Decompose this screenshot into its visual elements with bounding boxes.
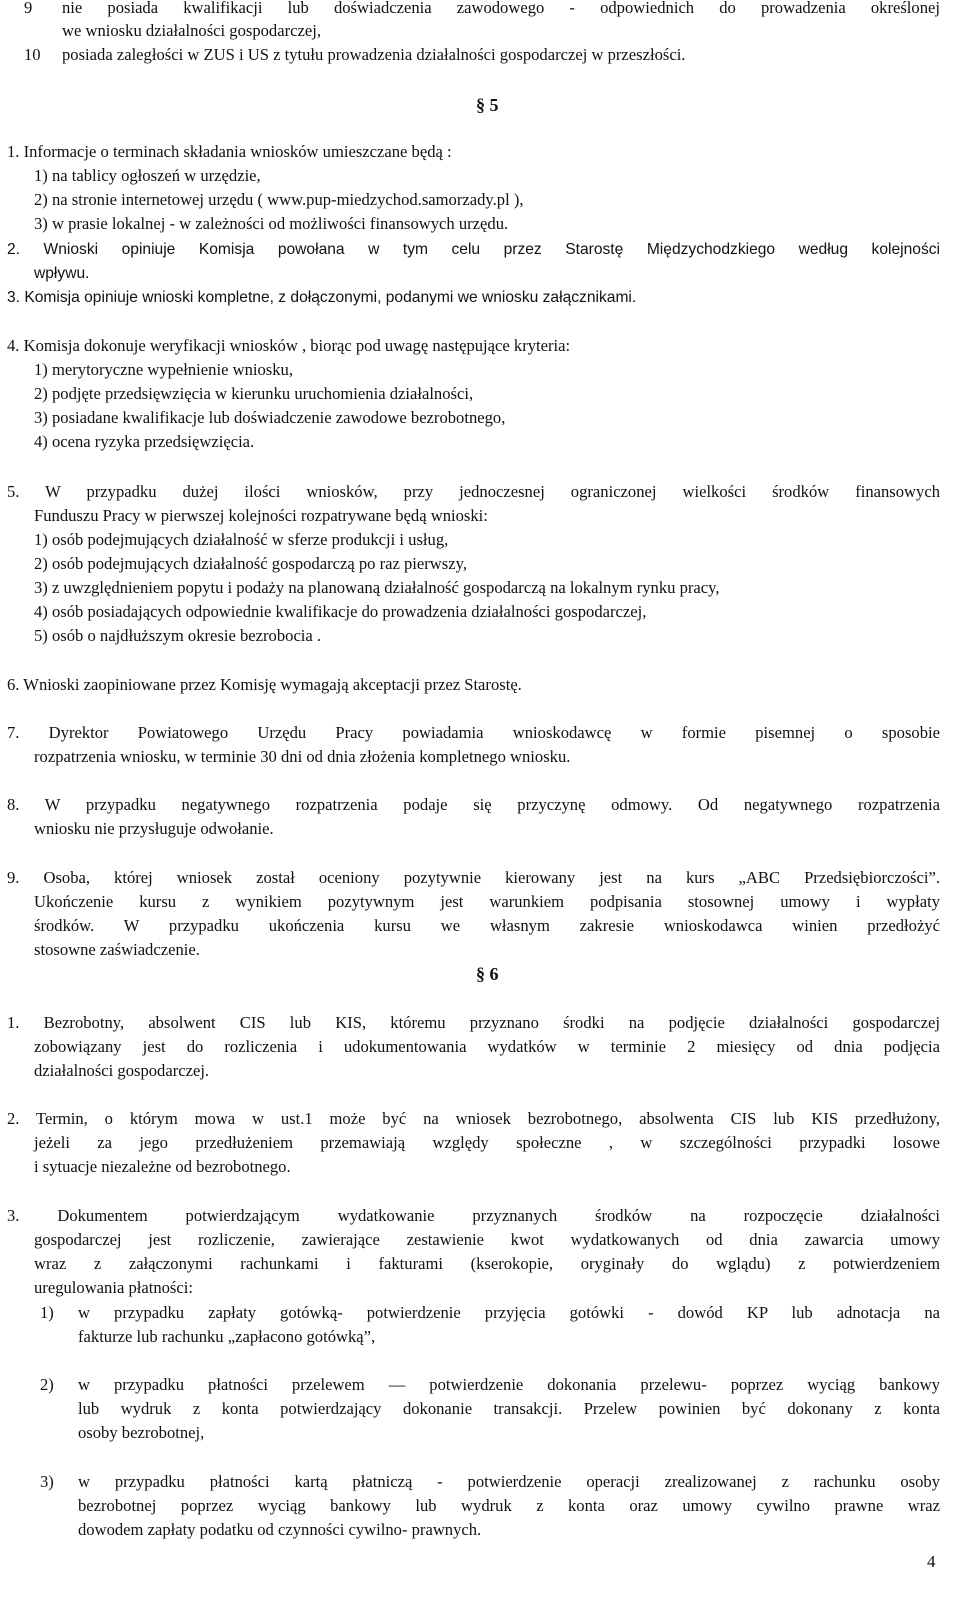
sub-item-text: 2) osób podejmujących działalność gospodarczą po raz pierwszy, (34, 554, 467, 573)
paragraph-text: 5. W przypadku dużej ilości wniosków, przy jednoczesnej ograniczonej wielkości środków finansowych (7, 482, 940, 501)
page-number: 4 (927, 1552, 936, 1571)
paragraph-text: i sytuacje niezależne od bezrobotnego. (34, 1157, 291, 1176)
section-heading: § 6 (476, 964, 499, 984)
paragraph-text: jeżeli za jego przedłużeniem przemawiają względy społeczne , w szczególności przypadki losowe (34, 1133, 940, 1152)
list-item-text: posiada zaległości w ZUS i US z tytułu prowadzenia działalności gospodarczej w przeszłości. (62, 45, 686, 64)
paragraph-text: 9. Osoba, której wniosek został oceniony pozytywnie kierowany jest na kurs „ABC Przedsiębiorczości”. (7, 868, 940, 887)
sub-item-text: bezrobotnej poprzez wyciąg bankowy lub wydruk z konta oraz umowy cywilno prawne wraz (78, 1496, 940, 1515)
paragraph-text: środków. W przypadku ukończenia kursu we własnym zakresie wnioskodawca winien przedłożyć (34, 916, 940, 935)
paragraph-text: 3. Dokumentem potwierdzającym wydatkowanie przyznanych środków na rozpoczęcie działalności (7, 1206, 940, 1225)
paragraph-text: 4. Komisja dokonuje weryfikacji wniosków , biorąc pod uwagę następujące kryteria: (7, 336, 571, 355)
sub-item-text: lub wydruk z konta potwierdzający dokonanie transakcji. Przelew powinien być dokonany z konta (78, 1399, 940, 1418)
sub-item-text: dowodem zapłaty podatku od czynności cywilno- prawnych. (78, 1520, 482, 1539)
sub-item-text: 2) podjęte przedsięwzięcia w kierunku uruchomienia działalności, (34, 384, 474, 403)
paragraph-text: 7. Dyrektor Powiatowego Urzędu Pracy powiadamia wnioskodawcę w formie pisemnej o sposobie (7, 723, 940, 742)
sub-item-text: 1) na tablicy ogłoszeń w urzędzie, (34, 166, 261, 185)
paragraph-text: działalności gospodarczej. (34, 1061, 210, 1080)
paragraph-text: 1. Bezrobotny, absolwent CIS lub KIS, któremu przyznano środki na podjęcie działalności gospodarczej (7, 1013, 940, 1032)
sub-item-text: 1) merytoryczne wypełnienie wniosku, (34, 360, 293, 379)
sub-item-text: 3) w prasie lokalnej - w zależności od możliwości finansowych urzędu. (34, 214, 509, 233)
sub-item-text: 3) posiadane kwalifikacje lub doświadczenie zawodowe bezrobotnego, (34, 408, 506, 427)
sub-item-text: w przypadku zapłaty gotówką- potwierdzenie przyjęcia gotówki - dowód KP lub adnotacja na (78, 1303, 940, 1322)
list-item-text: nie posiada kwalifikacji lub doświadczenia zawodowego - odpowiednich do prowadzenia określonej (62, 0, 940, 17)
paragraph-text: Funduszu Pracy w pierwszej kolejności rozpatrywane będą wnioski: (34, 506, 488, 525)
paragraph-text: gospodarczej jest rozliczenie, zawierające zestawienie kwot wydatkowanych od dnia zawarcia umowy (34, 1230, 940, 1249)
sub-item-text: 2) na stronie internetowej urzędu ( www.pup-miedzychod.samorzady.pl ), (34, 190, 524, 209)
section-heading: § 5 (476, 95, 499, 115)
paragraph-text: zobowiązany jest do rozliczenia i udokumentowania wydatków w terminie 2 miesięcy od dnia podjęcia (34, 1037, 940, 1056)
sub-item-text: osoby bezrobotnej, (78, 1423, 205, 1442)
paragraph-text: 6. Wnioski zaopiniowane przez Komisję wymagają akceptacji przez Starostę. (7, 675, 522, 694)
sub-item-number: 1) (40, 1303, 54, 1322)
list-item-text: we wniosku działalności gospodarczej, (62, 21, 321, 40)
sub-item-text: 1) osób podejmujących działalność w sferze produkcji i usług, (34, 530, 449, 549)
sub-item-text: 4) osób posiadających odpowiednie kwalifikacje do prowadzenia działalności gospodarczej, (34, 602, 647, 621)
paragraph-text: uregulowania płatności: (34, 1278, 193, 1297)
sub-item-text: fakturze lub rachunku „zapłacono gotówką”, (78, 1327, 376, 1346)
paragraph-text: Ukończenie kursu z wynikiem pozytywnym jest warunkiem podpisania stosownej umowy i wypłaty (34, 892, 940, 911)
paragraph-text: wniosku nie przysługuje odwołanie. (34, 819, 274, 838)
list-item-number: 10 (24, 45, 41, 64)
paragraph-text: wpływu. (34, 265, 90, 282)
sub-item-text: w przypadku płatności przelewem — potwierdzenie dokonania przelewu- poprzez wyciąg bankowy (78, 1375, 940, 1394)
paragraph-text: rozpatrzenia wniosku, w terminie 30 dni od dnia złożenia kompletnego wniosku. (34, 747, 571, 766)
paragraph-text: stosowne zaświadczenie. (34, 940, 200, 959)
sub-item-text: w przypadku płatności kartą płatniczą - potwierdzenie operacji zrealizowanej z rachunku osoby (78, 1472, 940, 1491)
paragraph-text: 2. Wnioski opiniuje Komisja powołana w tym celu przez Starostę Międzychodzkiego według kolejności (7, 241, 940, 258)
paragraph-text: 8. W przypadku negatywnego rozpatrzenia podaje się przyczynę odmowy. Od negatywnego rozpatrzenia (7, 795, 940, 814)
paragraph-text: 3. Komisja opiniuje wnioski kompletne, z dołączonymi, podanymi we wniosku załącznikami. (7, 289, 637, 306)
paragraph-text: 1. Informacje o terminach składania wniosków umieszczane będą : (7, 142, 452, 161)
sub-item-text: 5) osób o najdłuższym okresie bezrobocia . (34, 626, 322, 645)
paragraph-text: 2. Termin, o którym mowa w ust.1 może być na wniosek bezrobotnego, absolwenta CIS lub KIS przedłużony, (7, 1109, 940, 1128)
sub-item-number: 3) (40, 1472, 54, 1491)
list-item-number: 9 (24, 0, 33, 17)
sub-item-text: 4) ocena ryzyka przedsięwzięcia. (34, 432, 255, 451)
paragraph-text: wraz z załączonymi rachunkami i fakturami (kserokopie, oryginały do wglądu) z potwierdzeniem (34, 1254, 940, 1273)
sub-item-text: 3) z uwzględnieniem popytu i podaży na planowaną działalność gospodarczą na lokalnym rynku pracy, (34, 578, 720, 597)
sub-item-number: 2) (40, 1375, 54, 1394)
